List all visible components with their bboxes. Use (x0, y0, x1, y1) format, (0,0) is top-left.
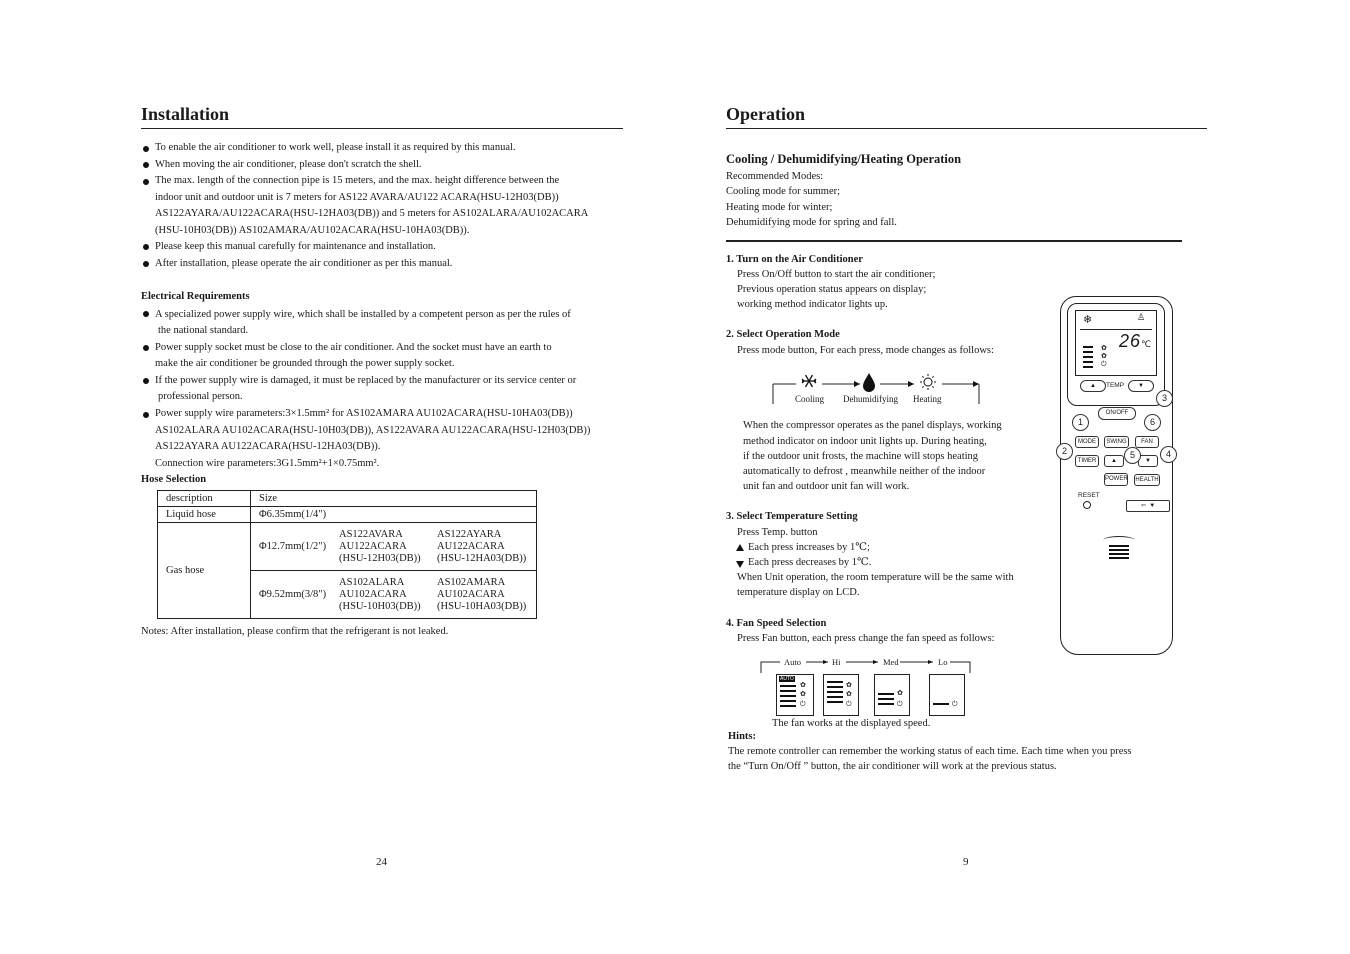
step1-text: Previous operation status appears on display; (737, 284, 927, 295)
fan-icon: ✿ (800, 681, 806, 689)
size-label: Φ12.7mm(1/2") (259, 540, 327, 552)
fan-button[interactable]: FAN (1135, 436, 1159, 448)
fan-icon: ✿ (846, 681, 852, 689)
elec-text: AS102ALARA AU102ACARA(HSU-10H03(DB)), AS122AVARA AU122ACARA(HSU-12H03(DB)) (155, 425, 591, 436)
fan-caption: The fan works at the displayed speed. (772, 718, 931, 729)
mode-button[interactable]: MODE (1075, 436, 1099, 448)
timer-down-button[interactable]: ▼ (1138, 455, 1158, 467)
electrical-title: Electrical Requirements (141, 291, 250, 302)
triangle-up-icon (736, 544, 744, 551)
section-rule (726, 240, 1182, 242)
callout-5: 5 (1124, 447, 1141, 464)
table-cell (251, 571, 537, 619)
bullet-text: The max. length of the connection pipe is 15 meters, and the max. height difference between the (155, 175, 560, 186)
temp-up-button[interactable]: ▲ (1080, 380, 1106, 392)
bullet-icon (143, 179, 149, 185)
model: (HSU-12H03(DB)) (339, 552, 421, 564)
elec-text: If the power supply wire is damaged, it must be replaced by the manufacturer or its service center or (155, 375, 577, 386)
elec-text: Power supply wire parameters:3×1.5mm² for AS102AMARA AU102ACARA(HSU-10HA03(DB)) (155, 408, 573, 419)
reset-label: RESET (1078, 492, 1100, 499)
snowflake-icon: ❄ (1083, 313, 1093, 326)
model: (HSU-10H03(DB)) (339, 600, 421, 612)
operation-title: Operation (726, 104, 805, 124)
step1-title: 1. Turn on the Air Conditioner (726, 254, 863, 265)
model: AU102ACARA (339, 588, 407, 600)
bullet-icon (143, 261, 149, 267)
title-rule (141, 128, 623, 129)
intro-text: Recommended Modes: (726, 171, 824, 182)
callout-6: 6 (1144, 414, 1161, 431)
fan-auto-display (776, 674, 814, 716)
elec-text: A specialized power supply wire, which shall be installed by a competent person as per the rules of (155, 309, 571, 320)
fan-icon: ✿ (846, 690, 852, 698)
section-subtitle: Cooling / Dehumidifying/Heating Operation (726, 152, 962, 166)
remote-lcd (1075, 310, 1157, 376)
model: AU122ACARA (339, 540, 407, 552)
fan-label: Hi (832, 657, 841, 667)
person-icon: ♙ (1137, 313, 1146, 323)
bullet-icon (143, 412, 149, 418)
intro-text: Cooling mode for summer; (726, 186, 841, 197)
hose-table (157, 490, 537, 619)
elec-text: Power supply socket must be close to the air conditioner. And the socket must have an earth to (155, 342, 552, 353)
fan-label: Auto (784, 657, 801, 667)
step2-para: When the compressor operates as the panel displays, working (743, 420, 1002, 431)
temp-down-button[interactable]: ▼ (1128, 380, 1154, 392)
fan-icon: ✿ (897, 689, 903, 697)
step3-text: temperature display on LCD. (737, 587, 860, 598)
callout-2: 2 (1056, 443, 1073, 460)
step2-para: unit fan and outdoor unit fan will work. (743, 481, 910, 492)
bullet-icon (143, 345, 149, 351)
mode-label: Dehumidifying (843, 394, 898, 404)
fan-med-display (874, 674, 910, 716)
mode-label: Heating (913, 394, 942, 404)
table-cell: Liquid hose (158, 507, 251, 523)
hints-title: Hints: (728, 731, 757, 742)
step2-text: Press mode button, For each press, mode changes as follows: (737, 345, 994, 356)
step3-text: Press Temp. button (737, 527, 818, 538)
hints-text: the “Turn On/Off ” button, the air conditioner will work at the previous status. (728, 761, 1057, 772)
fan-icon: ✿ (800, 690, 806, 698)
bullet-text: indoor unit and outdoor unit is 7 meters for AS122 AVARA/AU122 ACARA(HSU-12H03(DB)) (155, 192, 559, 203)
page-number: 24 (376, 856, 387, 868)
notes-text: Notes: After installation, please confirm that the refrigerant is not leaked. (141, 626, 449, 637)
bullet-text: Please keep this manual carefully for maintenance and installation. (155, 241, 436, 252)
hose-title: Hose Selection (141, 474, 207, 485)
intro-text: Heating mode for winter; (726, 202, 833, 213)
elec-text: AS122AYARA AU122ACARA(HSU-12HA03(DB)). (155, 441, 381, 452)
dehumidify-icon (863, 373, 875, 392)
bullet-text: (HSU-10H03(DB)) AS102AMARA/AU102ACARA(HSU-10HA03(DB)). (155, 225, 470, 236)
step2-para: method indicator on indoor unit lights up. During heating, (743, 436, 987, 447)
heating-icon (920, 374, 936, 390)
table-cell: Φ6.35mm(1/4") (251, 507, 537, 523)
title-rule (726, 128, 1207, 129)
model: AS122AVARA (339, 528, 403, 540)
hints-text: The remote controller can remember the working status of each time. Each time when you press (728, 746, 1132, 757)
table-cell (251, 523, 537, 571)
power-icon: ⏻ (897, 700, 903, 708)
bullet-text: AS122AYARA/AU122ACARA(HSU-12HA03(DB)) and 5 meters for AS102ALARA/AU102ACARA (155, 208, 589, 219)
page-number: 9 (963, 856, 969, 868)
callout-1: 1 (1072, 414, 1089, 431)
timer-button[interactable]: TIMER (1075, 455, 1099, 467)
step3-text: Each press decreases by 1℃. (748, 557, 872, 568)
swing-button[interactable]: SWING (1104, 436, 1129, 448)
intro-text: Dehumidifying mode for spring and fall. (726, 217, 897, 228)
elec-text: Connection wire parameters:3G1.5mm²+1×0.75mm². (155, 458, 380, 469)
step3-text: When Unit operation, the room temperature will be the same with (737, 572, 1014, 583)
size-label: Φ9.52mm(3/8") (259, 588, 327, 600)
step4-title: 4. Fan Speed Selection (726, 618, 827, 629)
fan-label: Med (883, 657, 899, 667)
power-icon: ⏻ (846, 700, 852, 708)
fan-label: Lo (938, 657, 948, 667)
elec-text: professional person. (158, 391, 243, 402)
lcd-unit: ℃ (1141, 339, 1152, 349)
step1-text: Press On/Off button to start the air conditioner; (737, 269, 936, 280)
model: AS102AMARA (437, 576, 506, 588)
bullet-icon (143, 146, 149, 152)
light-button[interactable]: ⇦ ▼ (1126, 500, 1170, 512)
triangle-down-icon (736, 561, 744, 568)
cooling-icon (802, 375, 816, 387)
bullet-icon (143, 244, 149, 250)
mode-label: Cooling (795, 394, 825, 404)
power-button[interactable]: POWER (1104, 473, 1128, 486)
installation-title: Installation (141, 104, 230, 124)
power-icon: ⏻ (1101, 360, 1107, 368)
step2-para: if the outdoor unit frosts, the machine will stops heating (743, 451, 979, 462)
step4-text: Press Fan button, each press change the fan speed as follows: (737, 633, 995, 644)
bullet-text: To enable the air conditioner to work well, please install it as required by this manual. (155, 142, 516, 153)
onoff-button[interactable]: ON/OFF (1098, 407, 1136, 420)
lcd-temperature: 26 (1119, 331, 1142, 351)
auto-tag: AUTO (780, 676, 794, 682)
step2-para: automatically to defrost , meanwhile neither of the indoor (743, 466, 986, 477)
fan-icon: ✿ (1101, 352, 1107, 360)
bullet-icon (143, 378, 149, 384)
step3-text: Each press increases by 1℃; (748, 542, 870, 553)
bullet-text: After installation, please operate the air conditioner as per this manual. (155, 258, 453, 269)
table-row (158, 523, 537, 571)
health-button[interactable]: HEALTH (1134, 474, 1160, 486)
table-row (158, 507, 537, 523)
elec-text: make the air conditioner be grounded through the power supply socket. (155, 358, 455, 369)
model: AS122AYARA (437, 528, 502, 540)
reset-button[interactable] (1083, 501, 1091, 509)
bullet-text: When moving the air conditioner, please don't scratch the shell. (155, 159, 422, 170)
callout-4: 4 (1160, 446, 1177, 463)
table-cell: Size (251, 491, 537, 507)
table-cell: description (158, 491, 251, 507)
model: AU122ACARA (437, 540, 505, 552)
bullet-icon (143, 162, 149, 168)
bullet-icon (143, 311, 149, 317)
table-cell: Gas hose (158, 523, 251, 619)
fan-lo-display (929, 674, 965, 716)
table-row (158, 491, 537, 507)
power-icon: ⏻ (800, 700, 806, 708)
power-icon: ⏻ (952, 700, 958, 708)
temp-label: TEMP (1106, 382, 1125, 389)
callout-3: 3 (1156, 390, 1173, 407)
fan-icon: ✿ (1101, 344, 1107, 352)
elec-text: the national standard. (158, 325, 249, 336)
fan-hi-display (823, 674, 859, 716)
model: AU102ACARA (437, 588, 505, 600)
step2-title: 2. Select Operation Mode (726, 329, 840, 340)
step3-title: 3. Select Temperature Setting (726, 511, 858, 522)
model: (HSU-12HA03(DB)) (437, 552, 527, 564)
step1-text: working method indicator lights up. (737, 299, 888, 310)
model: AS102ALARA (339, 576, 405, 588)
model: (HSU-10HA03(DB)) (437, 600, 527, 612)
timer-up-button[interactable]: ▲ (1104, 455, 1124, 467)
